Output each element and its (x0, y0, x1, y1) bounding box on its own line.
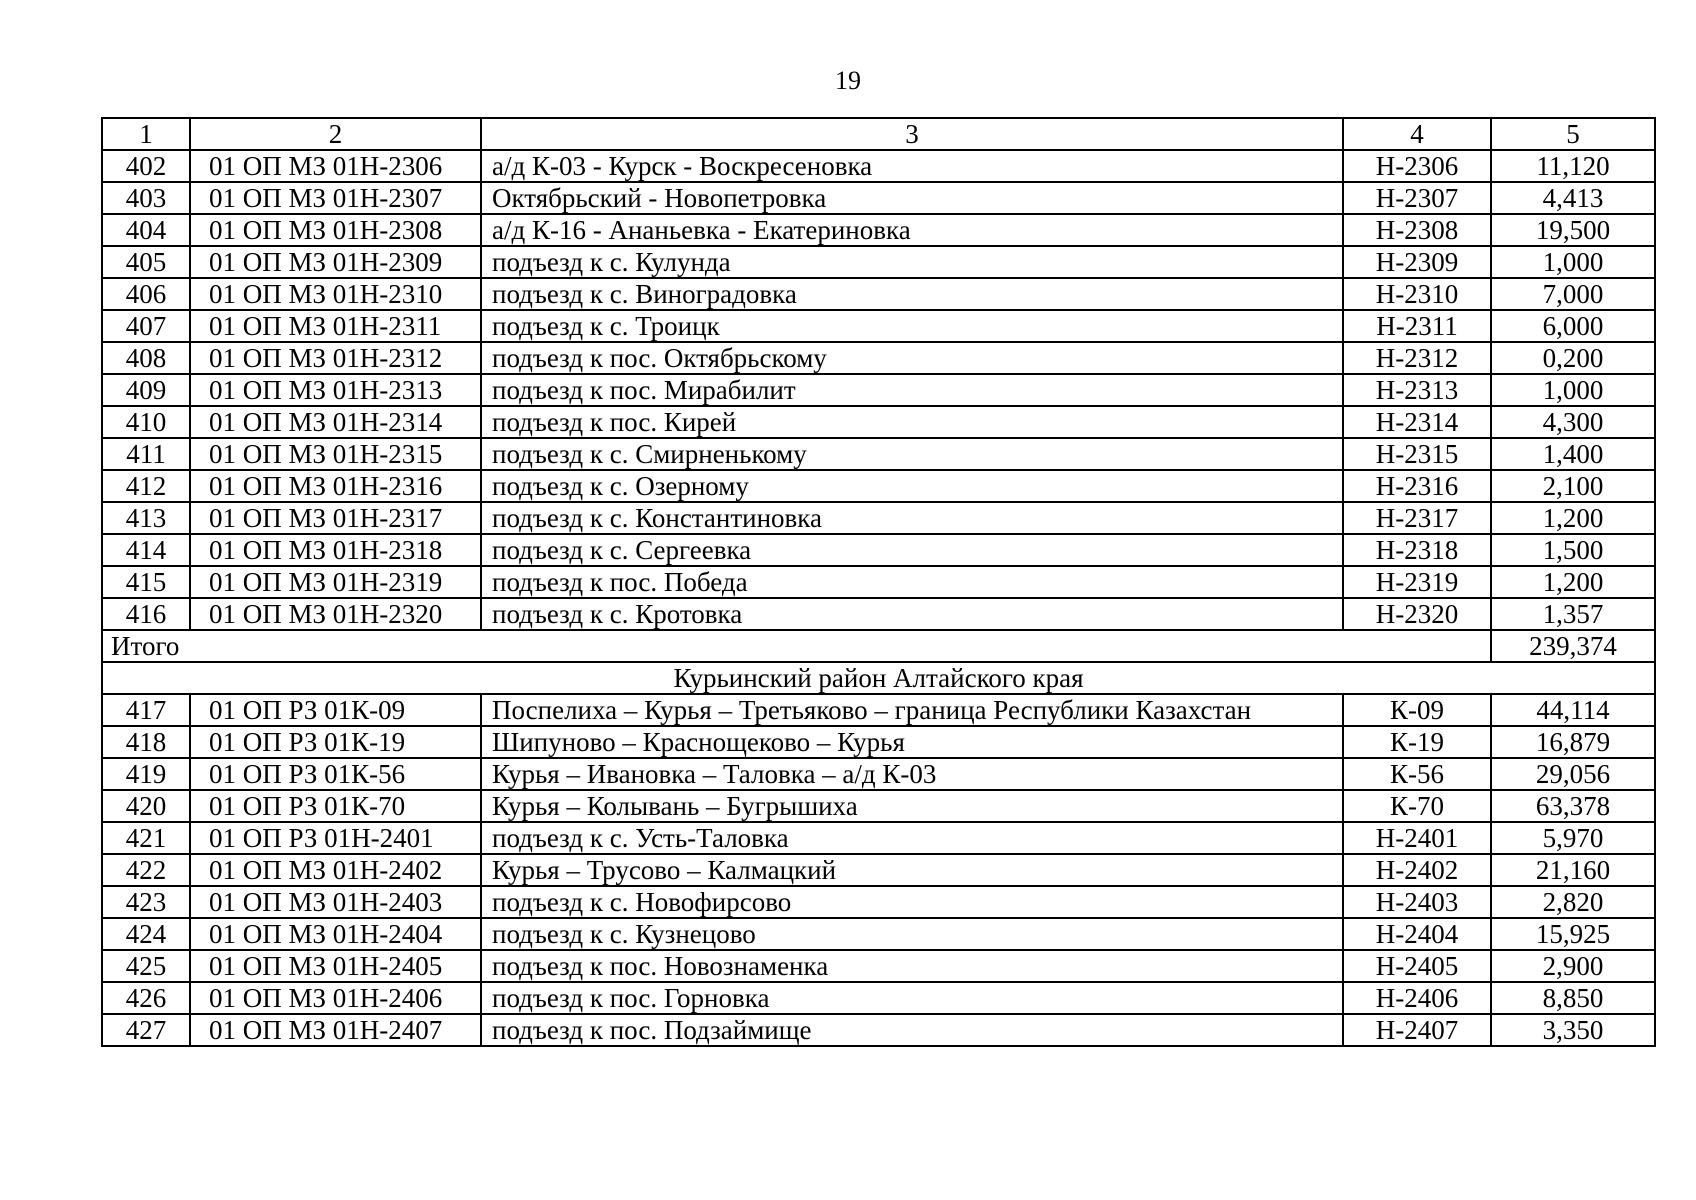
road-name: а/д К-16 - Ананьевка - Екатериновка (481, 214, 1343, 246)
road-code: Н-2308 (1343, 214, 1491, 246)
road-length: 1,000 (1491, 246, 1655, 278)
table-row (102, 886, 1655, 918)
table-row (102, 1014, 1655, 1046)
road-name: подъезд к пос. Победа (481, 566, 1343, 598)
road-code: К-09 (1343, 694, 1491, 726)
road-length: 6,000 (1491, 310, 1655, 342)
table-row (102, 726, 1655, 758)
table-row (102, 150, 1655, 182)
road-id: 01 ОП МЗ 01Н-2315 (190, 438, 481, 470)
row-number: 423 (102, 886, 190, 918)
table-row (102, 534, 1655, 566)
row-number: 402 (102, 150, 190, 182)
roads-table (101, 117, 1656, 1047)
road-name: подъезд к с. Кулунда (481, 246, 1343, 278)
table-row (102, 982, 1655, 1014)
table-row (102, 566, 1655, 598)
road-id: 01 ОП МЗ 01Н-2314 (190, 406, 481, 438)
row-number: 418 (102, 726, 190, 758)
road-id: 01 ОП МЗ 01Н-2404 (190, 918, 481, 950)
road-code: Н-2406 (1343, 982, 1491, 1014)
road-name: Поспелиха – Курья – Третьяково – граница Республики Казахстан (481, 694, 1343, 726)
road-id: 01 ОП МЗ 01Н-2402 (190, 854, 481, 886)
road-code: Н-2314 (1343, 406, 1491, 438)
road-code: Н-2402 (1343, 854, 1491, 886)
road-code: Н-2306 (1343, 150, 1491, 182)
row-number: 419 (102, 758, 190, 790)
row-number: 409 (102, 374, 190, 406)
road-name: Курья – Ивановка – Таловка – а/д К-03 (481, 758, 1343, 790)
road-length: 11,120 (1491, 150, 1655, 182)
road-id: 01 ОП МЗ 01Н-2317 (190, 502, 481, 534)
row-number: 404 (102, 214, 190, 246)
row-number: 414 (102, 534, 190, 566)
road-code: Н-2313 (1343, 374, 1491, 406)
road-id: 01 ОП МЗ 01Н-2407 (190, 1014, 481, 1046)
road-length: 44,114 (1491, 694, 1655, 726)
road-id: 01 ОП МЗ 01Н-2310 (190, 278, 481, 310)
table-row (102, 278, 1655, 310)
road-length: 1,357 (1491, 598, 1655, 630)
road-name: а/д К-03 - Курск - Воскресеновка (481, 150, 1343, 182)
road-code: Н-2404 (1343, 918, 1491, 950)
road-code: Н-2403 (1343, 886, 1491, 918)
section-row (102, 662, 1655, 694)
row-number: 422 (102, 854, 190, 886)
table-row (102, 918, 1655, 950)
road-id: 01 ОП МЗ 01Н-2403 (190, 886, 481, 918)
road-id: 01 ОП РЗ 01К-09 (190, 694, 481, 726)
row-number: 410 (102, 406, 190, 438)
road-name: подъезд к с. Виноградовка (481, 278, 1343, 310)
table-row (102, 758, 1655, 790)
table-row (102, 406, 1655, 438)
row-number: 415 (102, 566, 190, 598)
row-number: 417 (102, 694, 190, 726)
road-code: Н-2407 (1343, 1014, 1491, 1046)
road-id: 01 ОП МЗ 01Н-2320 (190, 598, 481, 630)
table-row (102, 214, 1655, 246)
table-row (102, 246, 1655, 278)
row-number: 413 (102, 502, 190, 534)
road-length: 16,879 (1491, 726, 1655, 758)
road-length: 8,850 (1491, 982, 1655, 1014)
road-length: 1,200 (1491, 502, 1655, 534)
section-title: Курьинский район Алтайского края (102, 662, 1655, 694)
row-number: 421 (102, 822, 190, 854)
total-value: 239,374 (1491, 630, 1655, 662)
row-number: 411 (102, 438, 190, 470)
row-number: 426 (102, 982, 190, 1014)
header-cell-1: 1 (102, 118, 190, 150)
row-number: 412 (102, 470, 190, 502)
road-name: подъезд к с. Смирненькому (481, 438, 1343, 470)
road-id: 01 ОП МЗ 01Н-2311 (190, 310, 481, 342)
road-name: Курья – Колывань – Бугрышиха (481, 790, 1343, 822)
road-length: 2,100 (1491, 470, 1655, 502)
road-name: подъезд к пос. Горновка (481, 982, 1343, 1014)
road-name: Курья – Трусово – Калмацкий (481, 854, 1343, 886)
road-id: 01 ОП МЗ 01Н-2406 (190, 982, 481, 1014)
road-id: 01 ОП РЗ 01Н-2401 (190, 822, 481, 854)
road-code: Н-2309 (1343, 246, 1491, 278)
table-row (102, 502, 1655, 534)
road-code: Н-2319 (1343, 566, 1491, 598)
table-row (102, 790, 1655, 822)
road-name: подъезд к с. Озерному (481, 470, 1343, 502)
header-cell-2: 2 (190, 118, 481, 150)
road-name: подъезд к с. Константиновка (481, 502, 1343, 534)
road-code: Н-2310 (1343, 278, 1491, 310)
row-number: 407 (102, 310, 190, 342)
road-name: подъезд к пос. Мирабилит (481, 374, 1343, 406)
row-number: 425 (102, 950, 190, 982)
roads-table-body (102, 118, 1655, 1046)
road-length: 2,900 (1491, 950, 1655, 982)
road-id: 01 ОП МЗ 01Н-2306 (190, 150, 481, 182)
row-number: 408 (102, 342, 190, 374)
road-id: 01 ОП РЗ 01К-70 (190, 790, 481, 822)
road-code: Н-2307 (1343, 182, 1491, 214)
page-number: 19 (835, 66, 861, 95)
row-number: 403 (102, 182, 190, 214)
row-number: 406 (102, 278, 190, 310)
road-id: 01 ОП МЗ 01Н-2313 (190, 374, 481, 406)
road-code: К-19 (1343, 726, 1491, 758)
road-name: подъезд к с. Кузнецово (481, 918, 1343, 950)
row-number: 420 (102, 790, 190, 822)
road-name: подъезд к с. Троицк (481, 310, 1343, 342)
row-number: 427 (102, 1014, 190, 1046)
table-row (102, 182, 1655, 214)
table-row (102, 694, 1655, 726)
table-row (102, 438, 1655, 470)
road-name: подъезд к с. Новофирсово (481, 886, 1343, 918)
road-code: Н-2316 (1343, 470, 1491, 502)
table-row (102, 854, 1655, 886)
table-row (102, 822, 1655, 854)
row-number: 416 (102, 598, 190, 630)
road-code: Н-2315 (1343, 438, 1491, 470)
road-id: 01 ОП МЗ 01Н-2312 (190, 342, 481, 374)
road-length: 1,000 (1491, 374, 1655, 406)
table-row (102, 374, 1655, 406)
road-length: 21,160 (1491, 854, 1655, 886)
road-name: подъезд к пос. Подзаймище (481, 1014, 1343, 1046)
road-code: Н-2318 (1343, 534, 1491, 566)
road-name: Октябрьский - Новопетровка (481, 182, 1343, 214)
road-id: 01 ОП МЗ 01Н-2318 (190, 534, 481, 566)
road-name: подъезд к пос. Кирей (481, 406, 1343, 438)
table-row (102, 598, 1655, 630)
road-length: 15,925 (1491, 918, 1655, 950)
road-length: 1,200 (1491, 566, 1655, 598)
road-code: Н-2311 (1343, 310, 1491, 342)
header-row (102, 118, 1655, 150)
road-code: Н-2405 (1343, 950, 1491, 982)
road-name: подъезд к пос. Октябрьскому (481, 342, 1343, 374)
header-cell-4: 4 (1343, 118, 1491, 150)
road-id: 01 ОП РЗ 01К-19 (190, 726, 481, 758)
road-name: подъезд к пос. Новознаменка (481, 950, 1343, 982)
road-length: 1,500 (1491, 534, 1655, 566)
road-code: Н-2401 (1343, 822, 1491, 854)
road-code: Н-2317 (1343, 502, 1491, 534)
road-code: Н-2312 (1343, 342, 1491, 374)
road-length: 5,970 (1491, 822, 1655, 854)
road-id: 01 ОП МЗ 01Н-2308 (190, 214, 481, 246)
road-length: 1,400 (1491, 438, 1655, 470)
road-name: подъезд к с. Кротовка (481, 598, 1343, 630)
table-row (102, 470, 1655, 502)
road-id: 01 ОП МЗ 01Н-2316 (190, 470, 481, 502)
header-cell-5: 5 (1491, 118, 1655, 150)
road-length: 0,200 (1491, 342, 1655, 374)
road-length: 3,350 (1491, 1014, 1655, 1046)
road-name: Шипуново – Краснощеково – Курья (481, 726, 1343, 758)
road-length: 19,500 (1491, 214, 1655, 246)
header-cell-3: 3 (481, 118, 1343, 150)
table-row (102, 342, 1655, 374)
road-code: К-56 (1343, 758, 1491, 790)
total-label: Итого (102, 630, 1491, 662)
road-length: 4,300 (1491, 406, 1655, 438)
road-id: 01 ОП МЗ 01Н-2405 (190, 950, 481, 982)
total-row (102, 630, 1655, 662)
road-length: 7,000 (1491, 278, 1655, 310)
road-code: К-70 (1343, 790, 1491, 822)
road-length: 4,413 (1491, 182, 1655, 214)
road-name: подъезд к с. Сергеевка (481, 534, 1343, 566)
road-length: 29,056 (1491, 758, 1655, 790)
row-number: 405 (102, 246, 190, 278)
road-length: 2,820 (1491, 886, 1655, 918)
road-id: 01 ОП МЗ 01Н-2319 (190, 566, 481, 598)
road-name: подъезд к с. Усть-Таловка (481, 822, 1343, 854)
row-number: 424 (102, 918, 190, 950)
table-row (102, 310, 1655, 342)
road-id: 01 ОП РЗ 01К-56 (190, 758, 481, 790)
road-code: Н-2320 (1343, 598, 1491, 630)
road-length: 63,378 (1491, 790, 1655, 822)
road-id: 01 ОП МЗ 01Н-2307 (190, 182, 481, 214)
table-row (102, 950, 1655, 982)
road-id: 01 ОП МЗ 01Н-2309 (190, 246, 481, 278)
